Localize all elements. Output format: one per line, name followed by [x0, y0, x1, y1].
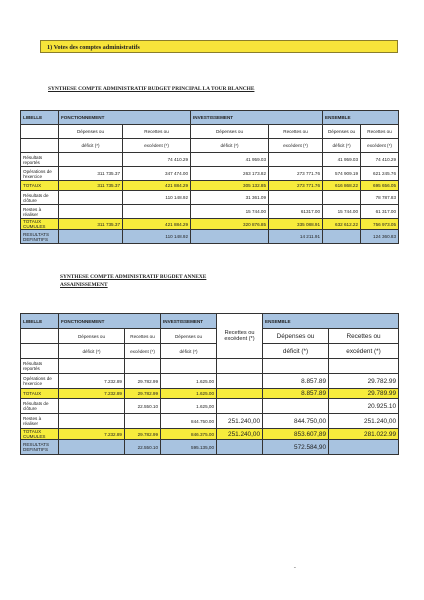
table-cell — [59, 414, 125, 429]
ens-rec-header: excédent (*) — [329, 344, 399, 359]
table-cell — [59, 205, 123, 219]
table-cell — [125, 414, 161, 429]
row-label: Opérations de l'exercice — [21, 167, 59, 181]
table-row — [21, 205, 399, 219]
table-cell: 31 361.09 — [191, 191, 269, 205]
table-cell: 41 959.03 — [191, 153, 269, 167]
table-cell — [59, 399, 125, 414]
table2-title-line1: SYNTHESE COMPTE ADMINISTRATIF BUGDET ANNEXE — [60, 274, 207, 280]
table-cell: 74 410.29 — [123, 153, 191, 167]
row-label: Résultats reportés — [21, 359, 59, 374]
table-cell: 1.625.00 — [161, 389, 217, 399]
table-cell: 29.782.99 — [125, 389, 161, 399]
row-label: Opérations de l'exercice — [21, 374, 59, 389]
rec-header: Recettes ou — [125, 329, 161, 344]
table-cell: 14 211.91 — [269, 230, 323, 244]
table-row — [21, 153, 399, 167]
table-cell: 320 876.85 — [191, 219, 269, 230]
table-cell: 595.135,00 — [161, 440, 217, 455]
row-label: Résultats de clôture — [21, 191, 59, 205]
dep-header: Dépenses ou — [59, 125, 123, 139]
dep-header: Dépenses ou — [323, 125, 361, 139]
table-cell — [263, 399, 329, 414]
dep-header: Dépenses ou — [59, 329, 125, 344]
table1-title: SYNTHESE COMPTE ADMINISTRATIF BUDGET PRINCIPAL LA TOUR BLANCHE — [48, 86, 255, 92]
blank-cell — [21, 139, 59, 153]
table-cell: 29.782.99 — [125, 429, 161, 440]
table-cell: 22.550.10 — [125, 440, 161, 455]
table1-subheader-row-1 — [21, 125, 399, 139]
table-cell — [217, 399, 263, 414]
dep-header: déficit (*) — [191, 139, 269, 153]
table-cell: 8.857.89 — [263, 374, 329, 389]
row-label: Résultats de clôture — [21, 399, 59, 414]
table1-header-row — [21, 111, 399, 125]
row-label: RESULTATS DEFINITIFS — [21, 230, 59, 244]
table-cell — [217, 359, 263, 374]
table-cell: 263 173.82 — [191, 167, 269, 181]
table-cell: 22.550.10 — [125, 399, 161, 414]
table-cell: 20.925.10 — [329, 399, 399, 414]
table2-subheader-row-2 — [21, 344, 399, 359]
table-cell: 7.232.89 — [59, 429, 125, 440]
table-cell: 756 973.05 — [361, 219, 399, 230]
table2-title-line2: ASSAINISSEMENT — [60, 282, 108, 288]
dep-header: déficit (*) — [59, 139, 123, 153]
table-cell: 110 148.92 — [123, 230, 191, 244]
table-cell: 61317.00 — [269, 205, 323, 219]
table-cell — [59, 230, 123, 244]
table-cell — [269, 191, 323, 205]
blank-cell — [21, 125, 59, 139]
table-row — [21, 219, 399, 230]
table-cell — [59, 153, 123, 167]
dep-header: déficit (*) — [161, 344, 217, 359]
table-cell: 29.782.99 — [125, 374, 161, 389]
table-cell — [217, 440, 263, 455]
scan-mark: ˘ — [294, 568, 296, 574]
table-cell: 273 771.76 — [269, 167, 323, 181]
table2-header-row — [21, 314, 399, 329]
table2-subheader-row-1 — [21, 329, 399, 344]
table-row — [21, 359, 399, 374]
table-cell: 29.782.99 — [329, 374, 399, 389]
blank-cell — [21, 329, 59, 344]
section-title: 1) Votes des comptes administratifs — [40, 40, 398, 53]
table-cell: 110 148.92 — [123, 191, 191, 205]
table-cell: 846.375.00 — [161, 429, 217, 440]
table1 — [20, 110, 399, 244]
table-cell — [323, 230, 361, 244]
table-cell: 7.232.89 — [59, 389, 125, 399]
table-cell: 616 868.22 — [323, 181, 361, 191]
dep-header: Dépenses ou — [191, 125, 269, 139]
table2-title — [60, 273, 280, 289]
ensemble-header: ENSEMBLE — [263, 314, 399, 329]
table1-subheader-row-2 — [21, 139, 399, 153]
rec-header: Recettes ou — [361, 125, 399, 139]
table-cell: 15 744.00 — [323, 205, 361, 219]
rec-header: excédent (*) — [269, 139, 323, 153]
rec-header: excédent (*) — [125, 344, 161, 359]
table-cell: 347 474.00 — [123, 167, 191, 181]
rec-header: excédent (*) — [361, 139, 399, 153]
table-cell: 74 410.29 — [361, 153, 399, 167]
table-cell: 1.625.00 — [161, 374, 217, 389]
table-cell — [323, 191, 361, 205]
table-row — [21, 389, 399, 399]
fonctionnement-header: FONCTIONNEMENT — [59, 314, 161, 329]
ens-dep-header: Dépenses ou — [263, 329, 329, 344]
table-cell — [161, 359, 217, 374]
row-label: TOTAUX — [21, 389, 59, 399]
table-cell: 15 744.00 — [191, 205, 269, 219]
inv-rec-header: Recettes ou excédent (*) — [217, 314, 263, 359]
table-cell: 311 735.37 — [59, 181, 123, 191]
table2 — [20, 313, 399, 455]
table-cell — [263, 359, 329, 374]
table-cell: 41 959.03 — [323, 153, 361, 167]
ensemble-header: ENSEMBLE — [323, 111, 399, 125]
table-cell: 8.857.89 — [263, 389, 329, 399]
table-row — [21, 399, 399, 414]
table-cell: 421 884.29 — [123, 219, 191, 230]
table-row — [21, 230, 399, 244]
table-cell: 29.789.99 — [329, 389, 399, 399]
table-cell: 124 360.83 — [361, 230, 399, 244]
fonctionnement-header: FONCTIONNEMENT — [59, 111, 191, 125]
table-cell: 695 656.05 — [361, 181, 399, 191]
table-cell — [329, 440, 399, 455]
table-cell: 844.750.00 — [161, 414, 217, 429]
table-cell: 421 884.29 — [123, 181, 191, 191]
table-cell: 335 088.91 — [269, 219, 323, 230]
table-cell — [191, 230, 269, 244]
libelle-header: LIBELLE — [21, 111, 59, 125]
table-cell — [217, 374, 263, 389]
row-label: TOTAUX CUMULES — [21, 219, 59, 230]
table-cell: 574 909.19 — [323, 167, 361, 181]
ens-rec-header: Recettes ou — [329, 329, 399, 344]
dep-header: déficit (*) — [323, 139, 361, 153]
row-label: Restes à réaliser — [21, 414, 59, 429]
table-cell: 853.607,89 — [263, 429, 329, 440]
table-cell — [59, 440, 125, 455]
blank-cell — [21, 344, 59, 359]
investissement-header: INVESTISSEMENT — [191, 111, 323, 125]
table-row — [21, 440, 399, 455]
investissement-header: INVESTISSEMENT — [161, 314, 217, 329]
table-cell — [217, 389, 263, 399]
table-cell: 844.750,00 — [263, 414, 329, 429]
table-cell — [123, 205, 191, 219]
table-cell: 621 245.76 — [361, 167, 399, 181]
table-cell — [329, 359, 399, 374]
table-cell: 281.022.99 — [329, 429, 399, 440]
table-cell: 1.625,00 — [161, 399, 217, 414]
table-cell: 632 612.22 — [323, 219, 361, 230]
table-cell — [269, 153, 323, 167]
row-label: TOTAUX — [21, 181, 59, 191]
ens-dep-header: déficit (*) — [263, 344, 329, 359]
table-cell: 61 317.00 — [361, 205, 399, 219]
rec-header: Recettes ou — [269, 125, 323, 139]
row-label: RESULTATS DEFINITIFS — [21, 440, 59, 455]
row-label: Restes à réaliser — [21, 205, 59, 219]
table-cell: 311 735.37 — [59, 219, 123, 230]
table-cell: 273 771.76 — [269, 181, 323, 191]
table-cell: 311 735.37 — [59, 167, 123, 181]
table-cell: 251.240,00 — [329, 414, 399, 429]
table-cell — [125, 359, 161, 374]
table-row — [21, 181, 399, 191]
rec-header: Recettes ou — [123, 125, 191, 139]
table-row — [21, 374, 399, 389]
table-cell: 251.240,00 — [217, 429, 263, 440]
table-cell: 251.240,00 — [217, 414, 263, 429]
table-cell — [59, 359, 125, 374]
table-cell — [59, 191, 123, 205]
dep-header: déficit (*) — [59, 344, 125, 359]
table-cell: 572.584,90 — [263, 440, 329, 455]
table-row — [21, 429, 399, 440]
rec-header: excédent (*) — [123, 139, 191, 153]
table-cell: 7.232.89 — [59, 374, 125, 389]
row-label: Résultats reportés — [21, 153, 59, 167]
table-row — [21, 191, 399, 205]
table-row — [21, 414, 399, 429]
libelle-header: LIBELLE — [21, 314, 59, 329]
row-label: TOTAUX CUMULES — [21, 429, 59, 440]
table-row — [21, 167, 399, 181]
dep-header: Dépenses ou — [161, 329, 217, 344]
table-cell: 78 787.83 — [361, 191, 399, 205]
table-cell: 305 132.85 — [191, 181, 269, 191]
